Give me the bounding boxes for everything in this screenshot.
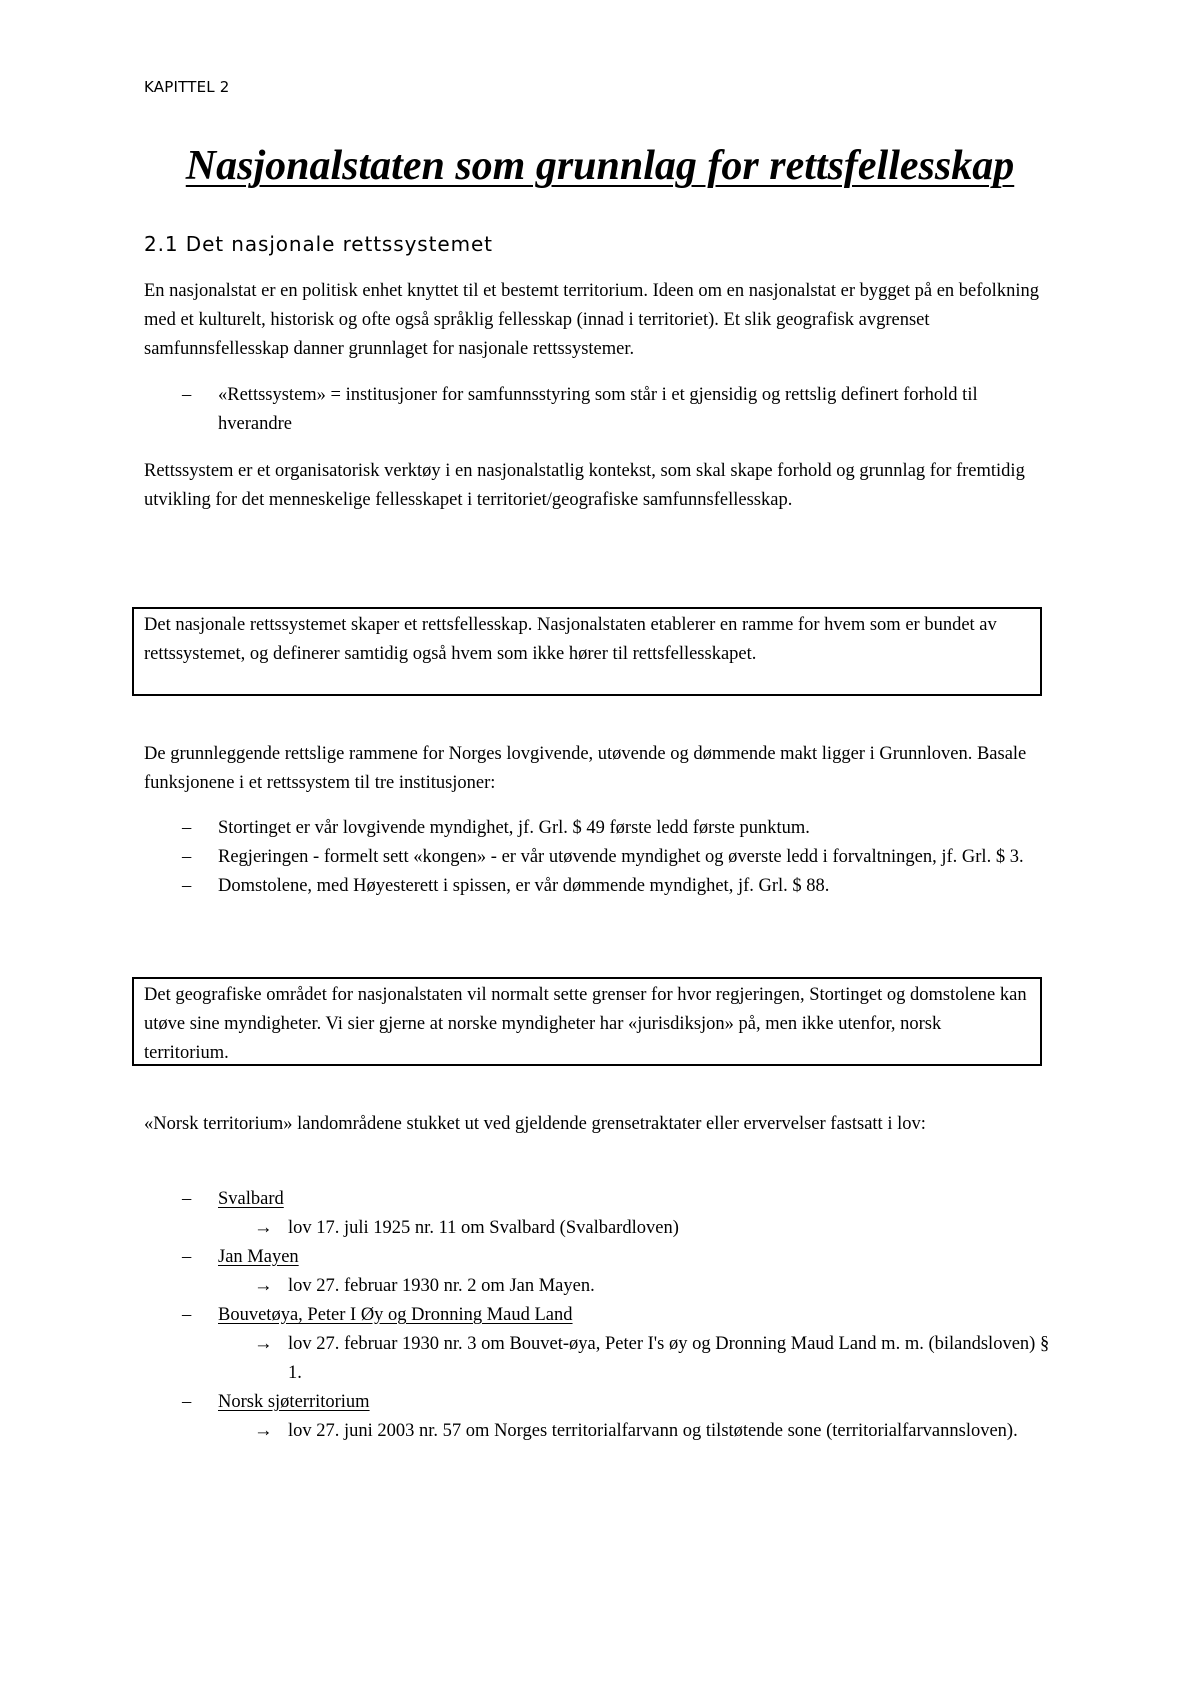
territory-name: Jan Mayen	[218, 1247, 299, 1267]
territorium-paragraph: «Norsk territorium» landområdene stukket ut ved gjeldende grensetraktater eller ervervelser fastsatt i lov:	[144, 1114, 926, 1134]
list-sub-item	[144, 1272, 1056, 1301]
chapter-label: KAPITTEL 2	[144, 78, 230, 96]
section-heading: 2.1 Det nasjonale rettssystemet	[144, 232, 493, 256]
dash-bullet: –	[182, 1247, 192, 1267]
institutions-list	[144, 814, 1056, 901]
list-item-text: Domstolene, med Høyesterett i spissen, er vår dømmende myndighet, jf. Grl. $ 88.	[218, 876, 830, 896]
rettssystem-paragraph: Rettssystem er et organisatorisk verktøy i en nasjonalstatlig kontekst, som skal skape forhold og grunnlag for fremtidig utvikling for det menneskelige fellesskapet i territoriet/geografiske samfunnsfellesskap.	[144, 461, 1025, 510]
list-item	[144, 1243, 1056, 1272]
dash-bullet: –	[182, 1305, 192, 1325]
territory-law: lov 27. februar 1930 nr. 2 om Jan Mayen.	[288, 1276, 595, 1296]
list-item	[144, 843, 1056, 872]
definition-list	[144, 381, 1056, 439]
list-item	[144, 1301, 1056, 1330]
dash-bullet: –	[182, 1189, 192, 1209]
list-item	[144, 381, 1056, 439]
list-item-text: Stortinget er vår lovgivende myndighet, jf. Grl. $ 49 første ledd første punktum.	[218, 818, 810, 838]
list-sub-item	[144, 1214, 1056, 1243]
territory-name: Norsk sjøterritorium	[218, 1392, 370, 1412]
dash-bullet: –	[182, 876, 192, 896]
highlight-box-rettsfellesskap	[132, 607, 1042, 696]
list-item	[144, 814, 1056, 843]
list-item	[144, 872, 1056, 901]
dash-bullet: –	[182, 818, 192, 838]
arrow-icon: →	[254, 1276, 273, 1296]
list-sub-item	[144, 1417, 1056, 1446]
territories-list	[144, 1185, 1056, 1446]
territory-law: lov 17. juli 1925 nr. 11 om Svalbard (Svalbardloven)	[288, 1218, 679, 1238]
territory-law: lov 27. juni 2003 nr. 57 om Norges territorialfarvann og tilstøtende sone (territorialfarvannsloven).	[288, 1421, 1018, 1441]
list-item-text: «Rettssystem» = institusjoner for samfunnsstyring som står i et gjensidig og rettslig definert forhold til hverandre	[218, 385, 978, 434]
list-item	[144, 1388, 1056, 1417]
territory-name: Bouvetøya, Peter I Øy og Dronning Maud Land	[218, 1305, 573, 1325]
list-sub-item	[144, 1330, 1056, 1388]
grunnloven-paragraph: De grunnleggende rettslige rammene for Norges lovgivende, utøvende og dømmende makt ligger i Grunnloven. Basale funksjonene i et rettssystem til tre institusjoner:	[144, 744, 1027, 793]
highlight-box-text: Det geografiske området for nasjonalstaten vil normalt sette grenser for hvor regjeringen, Stortinget og domstolene kan utøve sine myndigheter. Vi sier gjerne at norske myndigheter har «jurisdiksjon» på, men ikke utenfor, norsk territorium.	[144, 985, 1027, 1063]
list-item	[144, 1185, 1056, 1214]
territory-name: Svalbard	[218, 1189, 284, 1209]
territory-law: lov 27. februar 1930 nr. 3 om Bouvet-øya, Peter I's øy og Dronning Maud Land m. m. (bilandsloven) § 1.	[288, 1334, 1050, 1383]
document-title: Nasjonalstaten som grunnlag for rettsfellesskap	[185, 143, 1015, 189]
dash-bullet: –	[182, 385, 192, 405]
arrow-icon: →	[254, 1334, 273, 1354]
highlight-box-text: Det nasjonale rettssystemet skaper et rettsfellesskap. Nasjonalstaten etablerer en ramme for hvem som er bundet av rettssystemet, og definerer samtidig også hvem som ikke hører til rettsfellesskapet.	[144, 615, 997, 664]
arrow-icon: →	[254, 1421, 273, 1441]
arrow-icon: →	[254, 1218, 273, 1238]
dash-bullet: –	[182, 1392, 192, 1412]
intro-paragraph: En nasjonalstat er en politisk enhet knyttet til et bestemt territorium. Ideen om en nasjonalstat er bygget på en befolkning med et kulturelt, historisk og ofte også språklig fellesskap (innad i territoriet). Et slik geografisk avgrenset samfunnsfellesskap danner grunnlaget for nasjonale rettssystemer.	[144, 281, 1039, 359]
highlight-box-jurisdiksjon	[132, 977, 1042, 1066]
dash-bullet: –	[182, 847, 192, 867]
list-item-text: Regjeringen - formelt sett «kongen» - er vår utøvende myndighet og øverste ledd i forvaltningen, jf. Grl. $ 3.	[218, 847, 1024, 867]
